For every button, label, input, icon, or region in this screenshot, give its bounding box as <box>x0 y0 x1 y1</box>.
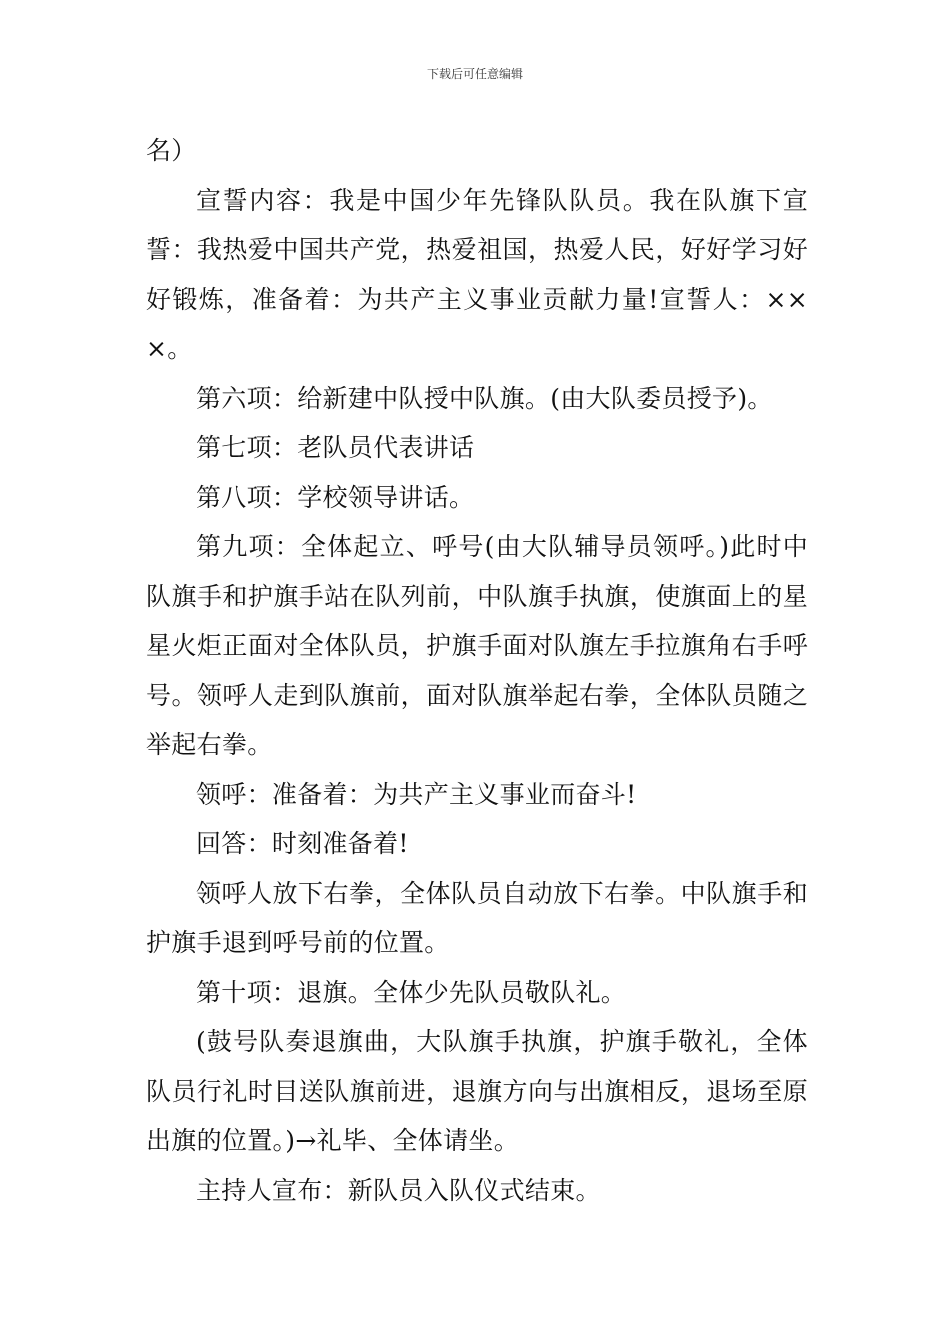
paragraph-item-eight: 第八项：学校领导讲话。 <box>196 482 475 512</box>
document-body <box>146 126 808 1215</box>
paragraph-continuation: 名） <box>146 136 197 165</box>
page-header: 下载后可任意编辑 <box>426 67 523 81</box>
paragraph-item-seven: 第七项：老队员代表讲话 <box>196 433 475 462</box>
paragraph-flag-retreat: (鼓号队奏退旗曲，大队旗手执旗，护旗手敬礼，全体队员行礼时目送队旗前进，退旗方向与出旗相反，退场至原出旗的位置。)→礼毕、全体请坐。 <box>146 1027 808 1155</box>
paragraph-item-six: 第六项：给新建中队授中队旗。(由大队委员授予)。 <box>196 383 773 413</box>
paragraph-lower-fist: 领呼人放下右拳，全体队员自动放下右拳。中队旗手和护旗手退到呼号前的位置。 <box>146 878 808 957</box>
paragraph-item-ten: 第十项：退旗。全体少先队员敬队礼。 <box>196 977 627 1007</box>
paragraph-item-nine: 第九项：全体起立、呼号(由大队辅导员领呼。)此时中队旗手和护旗手站在队列前，中队旗手执旗，使旗面上的星星火炬正面对全体队员，护旗手面对队旗左手拉旗角右手呼号。领呼人走到队旗前，面对队旗举起右拳，全体队员随之举起右拳。 <box>146 532 808 759</box>
paragraph-answer: 回答：时刻准备着! <box>196 829 409 858</box>
paragraph-oath-content: 宣誓内容：我是中国少年先锋队队员。我在队旗下宣誓：我热爱中国共产党，热爱祖国，热爱人民，好好学习好好锻炼，准备着：为共产主义事业贡献力量!宣誓人：×××。 <box>146 185 808 363</box>
paragraph-call: 领呼：准备着：为共产主义事业而奋斗! <box>196 779 637 809</box>
paragraph-closing: 主持人宣布：新队员入队仪式结束。 <box>196 1175 601 1205</box>
